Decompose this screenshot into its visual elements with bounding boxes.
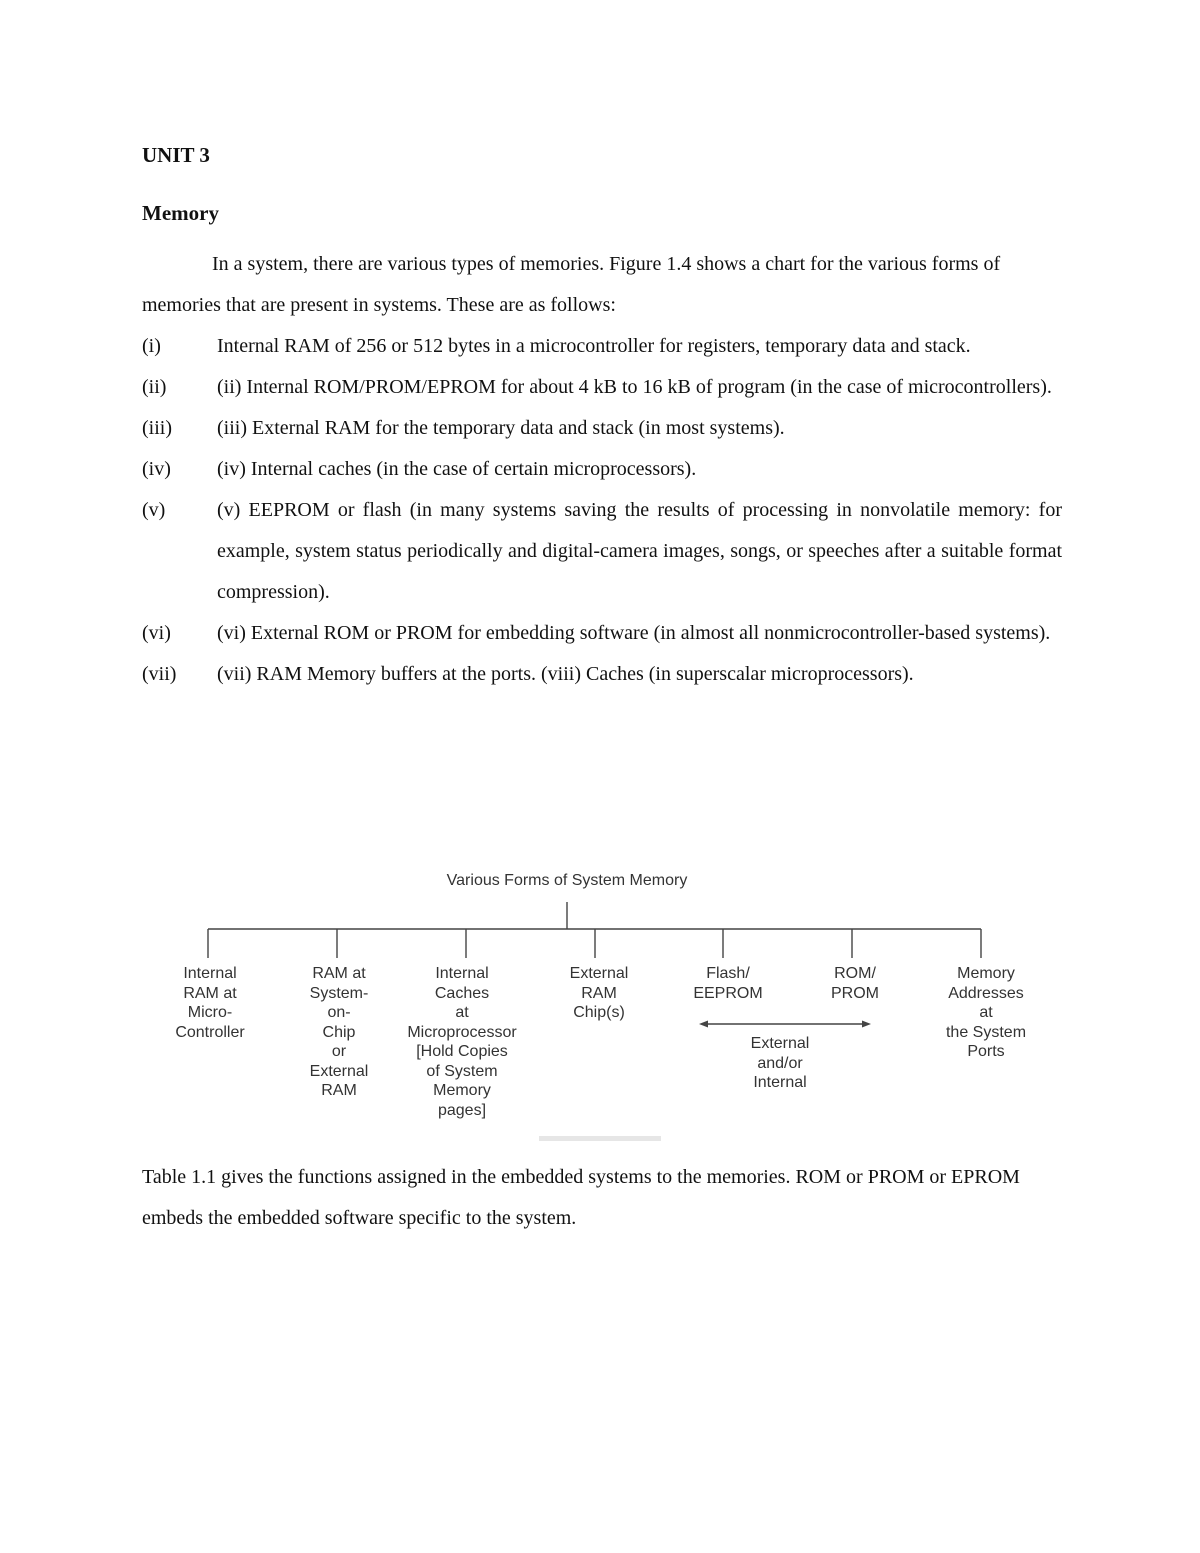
list-item <box>142 367 1062 408</box>
list-item <box>142 490 1062 613</box>
list-item <box>142 326 1062 367</box>
list-item-number: (iv) <box>142 458 171 480</box>
node-internal-ram <box>145 964 275 1042</box>
node-label: Internal RAM at Micro- Controller <box>175 965 245 1041</box>
list-item-text: (ii) Internal ROM/PROM/EPROM for about 4 kB to 16 kB of program (in the case of microcontrollers). <box>217 376 1052 398</box>
node-label: ROM/ PROM <box>831 965 879 1002</box>
external-internal-label: External and/or Internal <box>750 1035 810 1091</box>
node-label: Memory Addresses at the System Ports <box>945 965 1027 1060</box>
list-item-number: (i) <box>142 335 161 357</box>
list-item-number: (vi) <box>142 622 171 644</box>
node-rom-prom <box>790 964 920 1003</box>
diagram-title: Various Forms of System Memory <box>446 872 688 889</box>
node-flash-eeprom <box>663 964 793 1003</box>
list-item <box>142 449 1062 490</box>
list-item-number: (iii) <box>142 417 172 439</box>
list-item-text: (v) EEPROM or flash (in many systems saving the results of processing in nonvolatile memory: for example, system status periodically and digital-camera images, songs, or speeches after a suitable format compression). <box>217 499 1062 603</box>
node-label: Internal Caches at Microprocessor [Hold Copies of System Memory pages] <box>407 965 517 1119</box>
arrow-right-icon <box>862 1021 871 1028</box>
list-item-text: (vii) RAM Memory buffers at the ports. (viii) Caches (in superscalar microprocessors). <box>217 663 914 685</box>
node-memory-addresses <box>921 964 1051 1062</box>
node-label: External RAM Chip(s) <box>569 965 629 1021</box>
list-item <box>142 613 1062 654</box>
list-item-number: (v) <box>142 499 166 521</box>
intro-paragraph: In a system, there are various types of memories. Figure 1.4 shows a chart for the various forms of memories that are present in systems. These are as follows: <box>142 253 1001 316</box>
unit-title: UNIT 3 <box>142 143 210 167</box>
node-ram-soc <box>274 964 404 1101</box>
section-title: Memory <box>142 201 219 225</box>
figure-bottom-bar <box>539 1136 661 1141</box>
node-internal-caches <box>397 964 527 1120</box>
closing-paragraph: Table 1.1 gives the functions assigned in the embedded systems to the memories. ROM or PROM or EPROM embeds the embedded software specific to the system. <box>142 1166 1020 1229</box>
list-item-text: (vi) External ROM or PROM for embedding software (in almost all nonmicrocontroller-based systems). <box>217 622 1051 644</box>
list-item-text: Internal RAM of 256 or 512 bytes in a microcontroller for registers, temporary data and stack. <box>217 335 971 357</box>
arrow-left-icon <box>699 1021 708 1028</box>
list-item-text: (iii) External RAM for the temporary data and stack (in most systems). <box>217 417 785 439</box>
node-label: RAM at System- on- Chip or External RAM <box>309 965 369 1099</box>
memory-forms-diagram <box>160 862 1040 1152</box>
list-item-number: (ii) <box>142 376 167 398</box>
memory-types-list <box>142 326 1062 695</box>
node-label: Flash/ EEPROM <box>693 965 763 1002</box>
list-item-text: (iv) Internal caches (in the case of certain microprocessors). <box>217 458 697 480</box>
node-external-ram <box>534 964 664 1023</box>
list-item <box>142 654 1062 695</box>
list-item <box>142 408 1062 449</box>
list-item-number: (vii) <box>142 663 177 685</box>
